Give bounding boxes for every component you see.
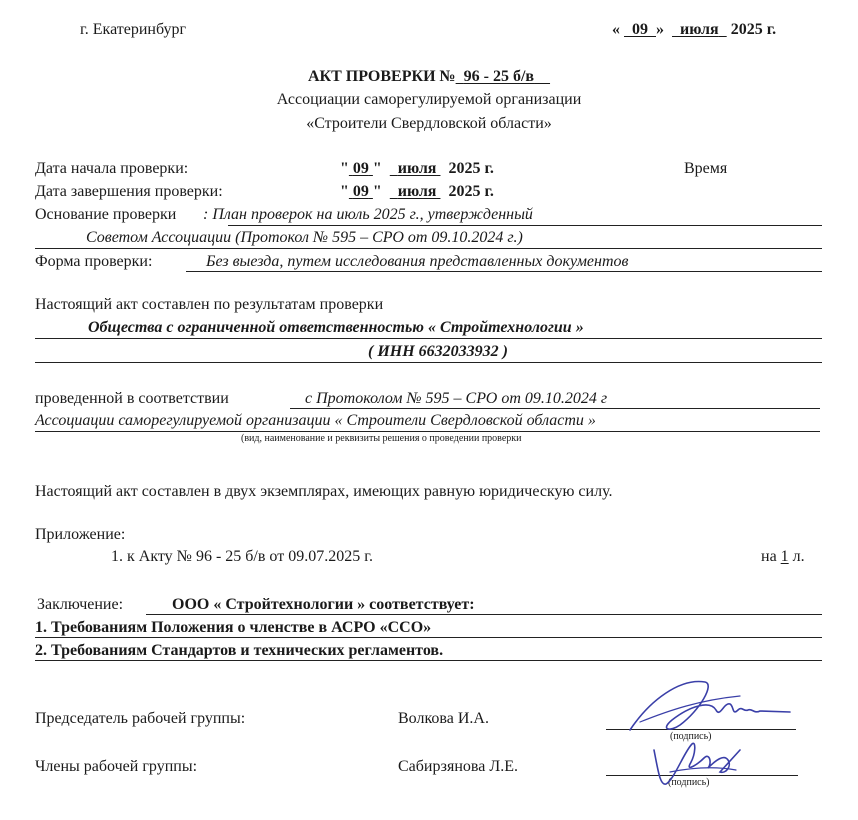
copies-text: Настоящий акт составлен в двух экземплярах, имеющих равную юридическую силу. <box>35 483 613 500</box>
accordance-note: (вид, наименование и реквизиты решения о проведении проверки <box>241 433 522 444</box>
basis-text-2: Советом Ассоциации (Протокол № 595 – СРО от 09.10.2024 г.) <box>86 229 523 246</box>
basis-text-1: : План проверок на июль 2025 г., утвержденный <box>203 206 533 223</box>
chair-label: Председатель рабочей группы: <box>35 710 246 727</box>
accordance-text-2: Ассоциации саморегулируемой организации « Строители Свердловской области » <box>35 412 596 429</box>
form-underline <box>186 271 822 272</box>
appendix-pages: на 1 л. <box>761 548 805 565</box>
member-name: Сабирзянова Л.Е. <box>398 758 518 775</box>
city: г. Екатеринбург <box>80 21 187 38</box>
composed-text: Настоящий акт составлен по результатам проверки <box>35 296 384 313</box>
header-date: « 09 » июля 2025 г. <box>612 21 777 38</box>
members-label: Члены рабочей группы: <box>35 758 198 775</box>
chair-signature-icon <box>620 670 800 738</box>
org-inn: ( ИНН 6632033932 ) <box>368 343 508 360</box>
end-date: " 09 " июля 2025 г. <box>340 183 494 200</box>
conclusion-underline-2 <box>35 660 822 661</box>
association-line: Ассоциации саморегулируемой организации <box>276 91 582 108</box>
time-label: Время <box>684 160 728 177</box>
basis-underline-2 <box>35 248 822 249</box>
conclusion-underline-1 <box>35 637 822 638</box>
org-underline <box>35 338 822 339</box>
inn-underline <box>35 362 822 363</box>
act-title: АКТ ПРОВЕРКИ № 96 - 25 б/в <box>307 68 535 85</box>
org-name: Общества с ограниченной ответственностью « Стройтехнологии » <box>88 319 584 336</box>
accordance-label: проведенной в соответствии <box>35 390 229 407</box>
form-text: Без выезда, путем исследования представленных документов <box>206 253 629 270</box>
accordance-text-1: с Протоколом № 595 – СРО от 09.10.2024 г <box>305 390 608 407</box>
conclusion-underline <box>146 614 822 615</box>
appendix-label: Приложение: <box>35 526 126 543</box>
accordance-underline-2 <box>35 431 820 432</box>
conclusion-item-1: 1. Требованиям Положения о членстве в АСРО «ССО» <box>35 619 432 636</box>
appendix-item: 1. к Акту № 96 - 25 б/в от 09.07.2025 г. <box>111 548 373 565</box>
start-date-label: Дата начала проверки: <box>35 160 189 177</box>
conclusion-label: Заключение: <box>37 596 124 613</box>
basis-label: Основание проверки <box>35 206 177 223</box>
chair-name: Волкова И.А. <box>398 710 489 727</box>
accordance-underline-1 <box>290 408 820 409</box>
chair-sign-caption: (подпись) <box>670 731 712 742</box>
association-name: «Строители Свердловской области» <box>306 115 552 132</box>
conclusion-item-2: 2. Требованиям Стандартов и технических регламентов. <box>35 642 444 659</box>
start-date: " 09 " июля 2025 г. <box>340 160 494 177</box>
member-sign-caption: (подпись) <box>668 777 710 788</box>
conclusion-text: ООО « Стройтехнологии » соответствует: <box>172 596 475 613</box>
form-label: Форма проверки: <box>35 253 153 270</box>
member-signature-icon <box>640 730 750 792</box>
end-date-label: Дата завершения проверки: <box>35 183 223 200</box>
basis-underline-1 <box>228 225 822 226</box>
